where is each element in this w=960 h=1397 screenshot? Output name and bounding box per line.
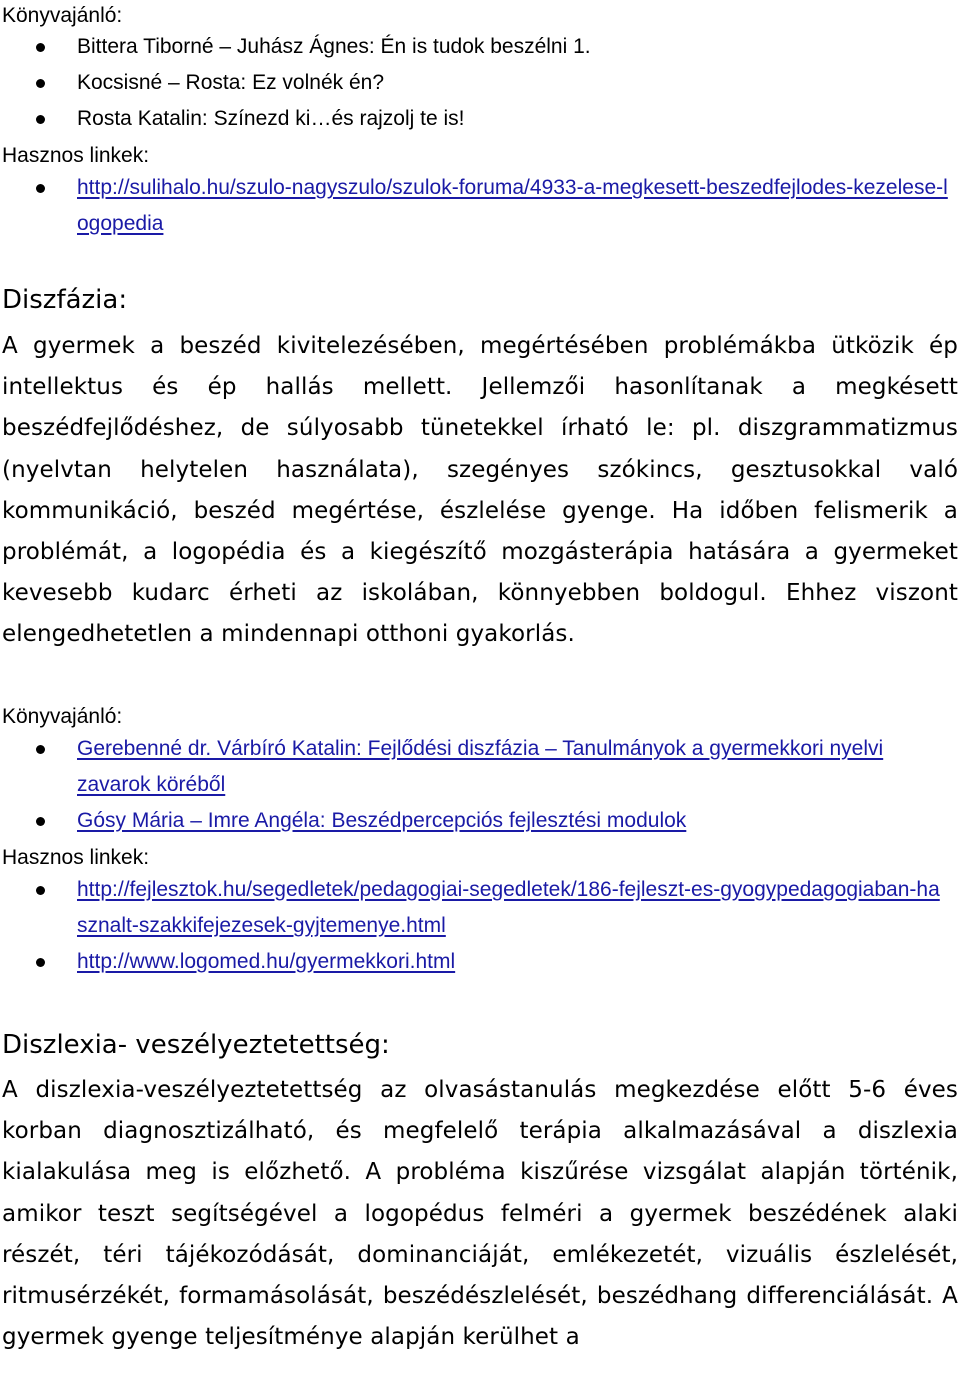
books-label: Könyvajánló: — [2, 705, 123, 728]
body-paragraph: A diszlexia-veszélyeztetettség az olvasástanulás megkezdése előtt 5-6 éves korban diagnosztizálható, és megfelelő terápia alkalmazásával a diszlexia kialakulása meg is előzhető. A probléma kiszűrése vizsgálat alapján történik, amikor teszt segítségével a logopédus felméri a gyermek beszédének alaki részét, téri tájékozódását, dominanciáját, emlékezetét, vizuális észlelését, ritmusérzékét, formamásolását, beszédészlelését, beszédhang differenciálását. A gyermek gyenge teljesítménye alapján kerülhet a — [2, 1077, 958, 1351]
book-title: Bittera Tiborné – Juhász Ágnes: Én is tudok beszélni 1. — [77, 35, 591, 58]
list-item — [0, 872, 960, 944]
external-link[interactable]: http://sulihalo.hu/szulo-nagyszulo/szulok-foruma/4933-a-megkesett-beszedfejlodes-kezelese-logopedia — [77, 176, 948, 235]
section-heading-diszlexia: Diszlexia- veszélyeztetettség: — [2, 1030, 390, 1060]
body-paragraph: A gyermek a beszéd kivitelezésében, megértésében problémákba ütközik ép intellektus és ép hallás mellett. Jellemzői hasonlítanak a megkésett beszédfejlődéshez, de súlyosabb tünetekkel írható le: pl. diszgrammatizmus (nyelvtan helytelen használata), szegényes szókincs, gesztusokkal való kommunikáció, beszéd megértése, észlelése gyenge. Ha időben felismerik a problémát, a logopédia és a kiegészítő mozgásterápia hatására a gyermeket kevesebb kudarc érheti az iskolában, könnyebben boldogul. Ehhez viszont elengedhetetlen a mindennapi otthoni gyakorlás. — [2, 333, 958, 648]
bullet-icon — [36, 43, 45, 52]
bullet-icon — [36, 184, 45, 193]
list-item — [0, 29, 960, 65]
list-item — [0, 803, 960, 839]
bullet-icon — [36, 817, 45, 826]
bullet-icon — [36, 79, 45, 88]
bullet-icon — [36, 886, 45, 895]
book-title: Kocsisné – Rosta: Ez volnék én? — [77, 71, 385, 94]
links-label: Hasznos linkek: — [2, 846, 150, 869]
books-label: Könyvajánló: — [2, 4, 123, 27]
list-item — [0, 65, 960, 101]
bullet-icon — [36, 115, 45, 124]
list-item — [0, 944, 960, 980]
list-item — [0, 731, 960, 803]
book-title: Rosta Katalin: Színezd ki…és rajzolj te is! — [77, 107, 465, 130]
bullet-icon — [36, 958, 45, 967]
book-list — [0, 29, 960, 137]
external-link[interactable]: http://fejlesztok.hu/segedletek/pedagogiai-segedletek/186-fejleszt-es-gyogypedagogiaban-hasznalt-szakkifejezesek-gyjtemenye.html — [77, 878, 940, 937]
book-list — [0, 731, 960, 839]
book-link[interactable]: Gerebenné dr. Várbíró Katalin: Fejlődési diszfázia – Tanulmányok a gyermekkori nyelvi zavarok köréből — [77, 737, 884, 796]
list-item — [0, 170, 960, 242]
bullet-icon — [36, 745, 45, 754]
link-list — [0, 872, 960, 980]
list-item — [0, 101, 960, 137]
external-link[interactable]: http://www.logomed.hu/gyermekkori.html — [77, 950, 456, 973]
links-label: Hasznos linkek: — [2, 144, 150, 167]
book-link[interactable]: Gósy Mária – Imre Angéla: Beszédpercepciós fejlesztési modulok — [77, 809, 687, 832]
link-list — [0, 170, 960, 242]
section-heading-diszfazia: Diszfázia: — [2, 285, 128, 315]
